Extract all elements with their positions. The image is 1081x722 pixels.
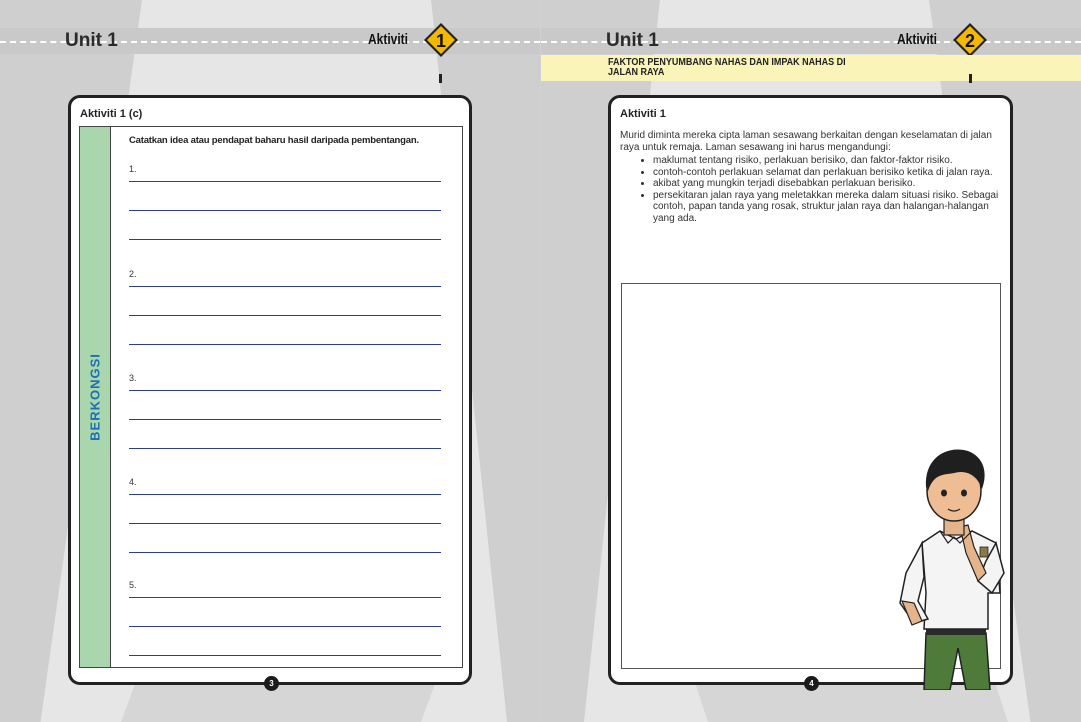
tick-mark: [439, 74, 442, 83]
student-illustration: [888, 443, 1013, 690]
list-item: • persekitaran jalan raya yang meletakkan mereka dalam situasi risiko. Sebagai contoh, papan tanda yang rosak, struktur jalan raya dan halangan-halangan yang ada.: [653, 190, 1000, 225]
activity-title: Aktiviti 1 (c): [80, 108, 143, 120]
aktiviti-number: 1: [435, 31, 447, 51]
intro-text: Murid diminta mereka cipta laman sesawang berkaitan dengan keselamatan di jalan raya untuk remaja. Laman sesawang ini harus mengandungi:: [620, 130, 992, 153]
aktiviti-number: 2: [964, 31, 976, 51]
writing-line[interactable]: [129, 315, 441, 316]
section-title-band: [541, 55, 1081, 81]
writing-line[interactable]: [129, 239, 441, 240]
item-number: 2.: [129, 269, 137, 279]
writing-line[interactable]: [129, 419, 441, 420]
writing-line[interactable]: [129, 210, 441, 211]
activity-card: [68, 95, 472, 688]
page-number: 4: [804, 676, 819, 691]
list-item: • akibat yang mungkin terjadi disebabkan perlakuan berisiko.: [653, 178, 1000, 190]
item-number: 5.: [129, 580, 137, 590]
side-label: BERKONGSI: [87, 353, 103, 441]
writing-line[interactable]: [129, 597, 441, 598]
diamond-sign-icon: [952, 22, 988, 58]
writing-line[interactable]: [129, 181, 441, 182]
writing-line[interactable]: [129, 344, 441, 345]
writing-line[interactable]: [129, 448, 441, 449]
aktiviti-label: Aktiviti: [897, 31, 938, 48]
requirement-list: [620, 155, 1000, 224]
item-number: 3.: [129, 373, 137, 383]
item-number: 4.: [129, 477, 137, 487]
page-number: 3: [264, 676, 279, 691]
writing-line[interactable]: [129, 523, 441, 524]
item-number: 1.: [129, 164, 137, 174]
activity-title: Aktiviti 1: [620, 108, 666, 120]
worksheet-box: [79, 126, 463, 668]
aktiviti-label: Aktiviti: [368, 31, 409, 48]
tick-mark: [969, 74, 972, 83]
writing-line[interactable]: [129, 626, 441, 627]
writing-line[interactable]: [129, 390, 441, 391]
writing-line[interactable]: [129, 286, 441, 287]
instruction-text: Catatkan idea atau pendapat baharu hasil daripada pembentangan.: [129, 135, 419, 146]
left-page: [0, 0, 540, 722]
list-item: • contoh-contoh perlakuan selamat dan perlakuan berisiko ketika di jalan raya.: [653, 167, 1000, 179]
unit-label: Unit 1: [606, 30, 659, 51]
unit-label: Unit 1: [65, 30, 118, 51]
writing-line[interactable]: [129, 552, 441, 553]
diamond-sign-icon: [423, 22, 459, 58]
writing-line[interactable]: [129, 655, 441, 656]
section-title: FAKTOR PENYUMBANG NAHAS DAN IMPAK NAHAS DI JALAN RAYA: [608, 57, 846, 78]
writing-line[interactable]: [129, 494, 441, 495]
activity-card: [608, 95, 1013, 688]
activity-description: [620, 130, 1000, 224]
list-item: • maklumat tentang risiko, perlakuan berisiko, dan faktor-faktor risiko.: [653, 155, 1000, 167]
side-label-column: [80, 127, 111, 667]
right-page: [541, 0, 1081, 722]
